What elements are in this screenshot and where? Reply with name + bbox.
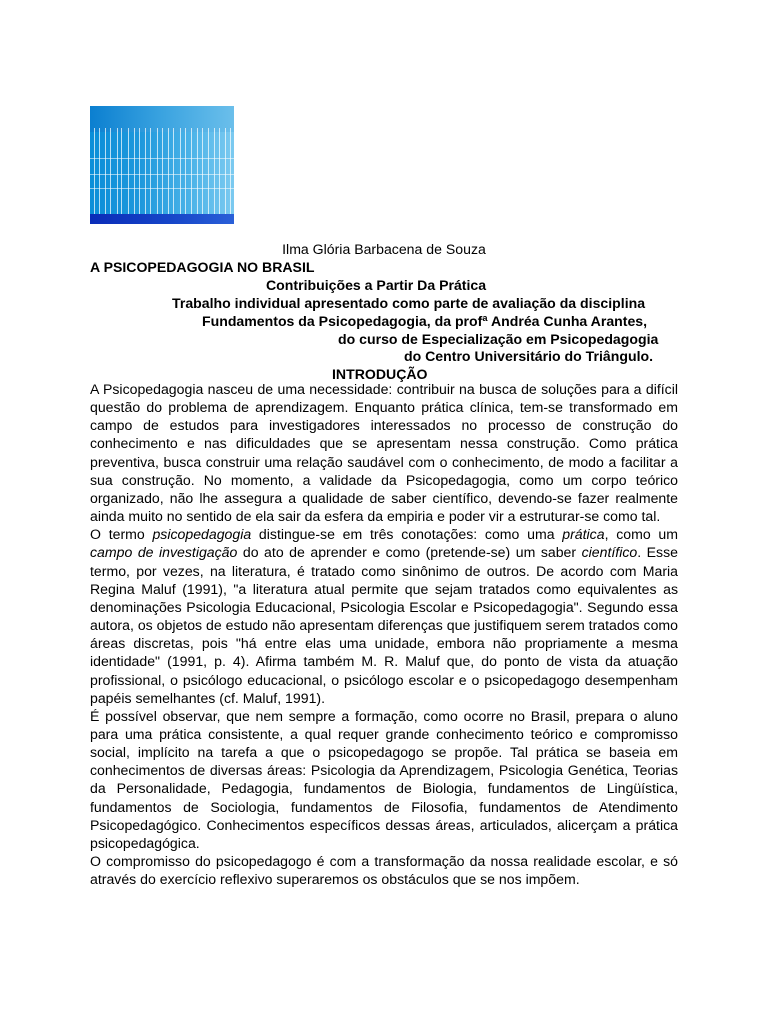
cover-logo-image (90, 106, 234, 224)
note-line-3: do curso de Especialização em Psicopedagogia (338, 331, 659, 347)
note-line-4: do Centro Universitário do Triângulo. (404, 348, 654, 364)
document-subtitle: Contribuições a Partir Da Prática (266, 277, 487, 293)
logo-stripes (90, 128, 234, 216)
author-name: Ilma Glória Barbacena de Souza (282, 241, 486, 257)
paragraph-1: A Psicopedagogia nasceu de uma necessidade: contribuir na busca de soluções para a difícil questão do problema de aprendizagem. Enquanto prática clínica, tem-se transformado em campo de estudos para investigadores interessados no processo de construção do conhecimento e nas dificuldades que se apresentam nessa construção. Como prática preventiva, busca construir uma relação saudável com o conhecimento, de modo a facilitar a sua construção. No momento, a validade da Psicopedagogia, como um corpo teórico organizado, não lhe assegura a qualidade de saber científico, devendo-se fazer realmente ainda muito no sentido de ela sair da esfera da empiria e poder vir a estruturar-se como tal. (90, 381, 678, 525)
document-title: A PSICOPEDAGOGIA NO BRASIL (90, 259, 315, 275)
note-line-2: Fundamentos da Psicopedagogia, da profª Andréa Cunha Arantes, (202, 313, 648, 329)
body-text (90, 380, 678, 888)
paragraph-2: O termo psicopedagogia distingue-se em três conotações: como uma prática, como um campo de investigação do ato de aprender e como (pretende-se) um saber científico. Esse termo, por vezes, na literatura, é tratado como sinônimo de outros. De acordo com Maria Regina Maluf (1991), "a literatura atual permite que sejam tratados como equivalentes as denominações Psicologia Educacional, Psicologia Escolar e Psicopedagogia". Segundo essa autora, os objetos de estudo não apresentam diferenças que justifiquem serem tratados como áreas discretas, pois "há entre elas uma unidade, embora não propriamente a mesma identidade" (1991, p. 4). Afirma também M. R. Maluf que, do ponto de vista da atuação profissional, o psicólogo educacional, o psicólogo escolar e o psicopedagogo desempenham papéis semelhantes (cf. Maluf, 1991). (90, 526, 678, 706)
note-line-1: Trabalho individual apresentado como parte de avaliação da disciplina (172, 295, 646, 311)
logo-bottom-band (90, 214, 234, 224)
paragraph-3: É possível observar, que nem sempre a formação, como ocorre no Brasil, prepara o aluno para uma prática consistente, a qual requer grande conhecimento teórico e compromisso social, implícito na tarefa a que o psicopedagogo se propõe. Tal prática se baseia em conhecimentos de diversas áreas: Psicologia da Aprendizagem, Psicologia Genética, Teorias da Personalidade, Pedagogia, fundamentos de Biologia, fundamentos de Lingüística, fundamentos de Sociologia, fundamentos de Filosofia, fundamentos de Atendimento Psicopedagógico. Conhecimentos específicos dessas áreas, articulados, alicerçam a prática psicopedagógica. (90, 707, 678, 851)
section-heading: INTRODUÇÃO (332, 366, 428, 382)
paragraph-4: O compromisso do psicopedagogo é com a transformação da nossa realidade escolar, e só através do exercício reflexivo superaremos os obstáculos que se nos impõem. (90, 853, 678, 888)
